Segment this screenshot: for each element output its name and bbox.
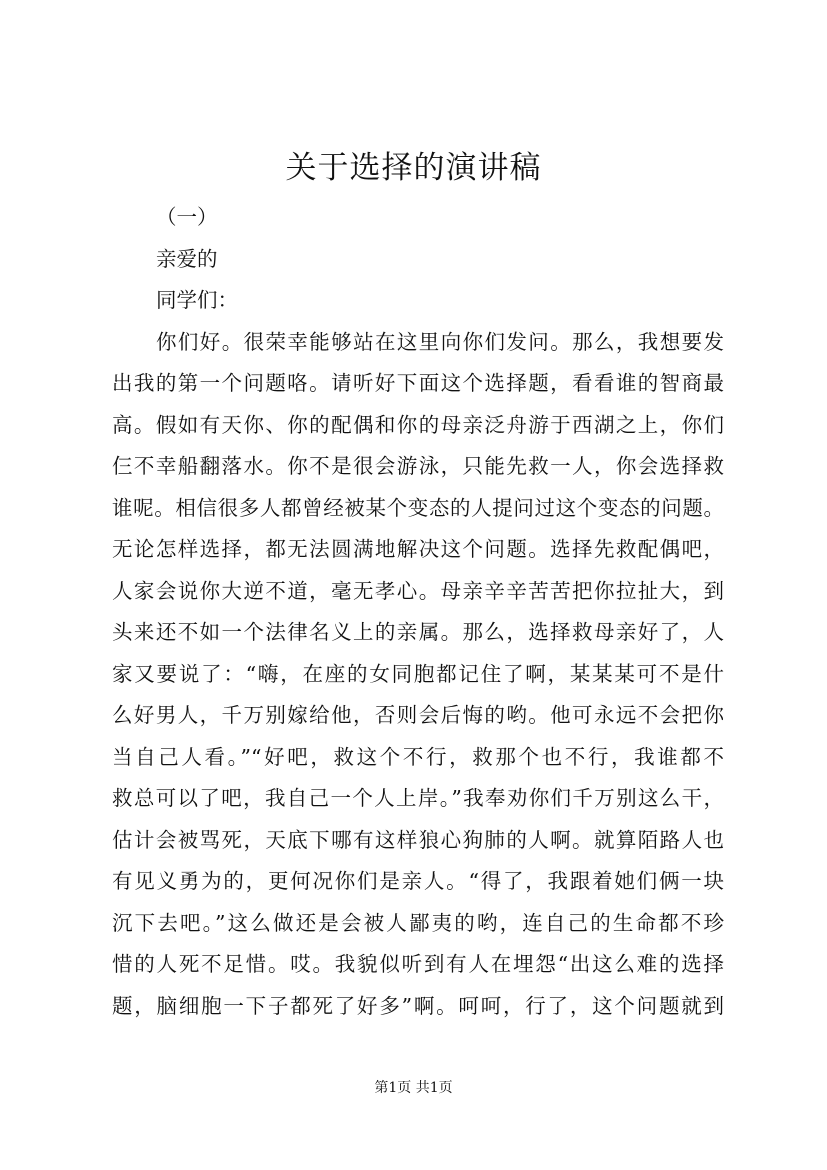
document-body [112,197,724,1027]
paragraph-line: 头来还不如一个法律名义上的亲属。那么，选择救母亲好了，人 [112,620,724,644]
paragraph-line: 你们好。很荣幸能够站在这里向你们发问。那么，我想要发 [156,329,724,354]
paragraph-line: 仨不幸船翻落水。你不是很会游泳，只能先救一人，你会选择救 [112,454,724,478]
paragraph-line: 估计会被骂死，天底下哪有这样狼心狗肺的人啊。就算陌路人也 [112,827,724,852]
paragraph-line: 谁呢。相信很多人都曾经被某个变态的人提问过这个变态的问题。 [112,495,724,520]
paragraph-line: 无论怎样选择，都无法圆满地解决这个问题。选择先救配偶吧， [112,537,724,561]
paragraph-line: 当自己人看。”“好吧，救这个不行，救那个也不行，我谁都不 [112,744,724,769]
paragraph-line: 惜的人死不足惜。哎。我貌似听到有人在埋怨“出这么难的选择 [112,952,724,976]
paragraph-line: 家又要说了：“嗨，在座的女同胞都记住了啊，某某某可不是什 [112,661,724,686]
paragraph-line: 出我的第一个问题咯。请听好下面这个选择题，看看谁的智商最 [112,371,724,395]
paragraph-line: 题，脑细胞一下子都死了好多”啊。呵呵，行了，这个问题就到 [112,993,724,1018]
paragraph-line: 高。假如有天你、你的配偶和你的母亲泛舟游于西湖之上，你们 [112,412,724,437]
paragraph-line: 有见义勇为的，更何况你们是亲人。“得了，我跟着她们俩一块 [112,869,724,893]
salutation-line: 亲爱的 [156,246,218,271]
paragraph-line: 沉下去吧。”这么做还是会被人鄙夷的哟，连自己的生命都不珍 [112,910,724,935]
paragraph-line: 人家会说你大逆不道，毫无孝心。母亲辛辛苦苦把你拉扯大，到 [112,578,724,603]
document-title: 关于选择的演讲稿 [285,150,542,186]
section-heading: （一） [156,205,218,229]
paragraph-line: 么好男人，千万别嫁给他，否则会后悔的哟。他可永远不会把你 [112,703,724,727]
page-footer: 第1页 共1页 [374,1080,453,1096]
salutation-line: 同学们： [156,288,238,312]
paragraph-line: 救总可以了吧，我自己一个人上岸。”我奉劝你们千万别这么干， [112,786,724,810]
